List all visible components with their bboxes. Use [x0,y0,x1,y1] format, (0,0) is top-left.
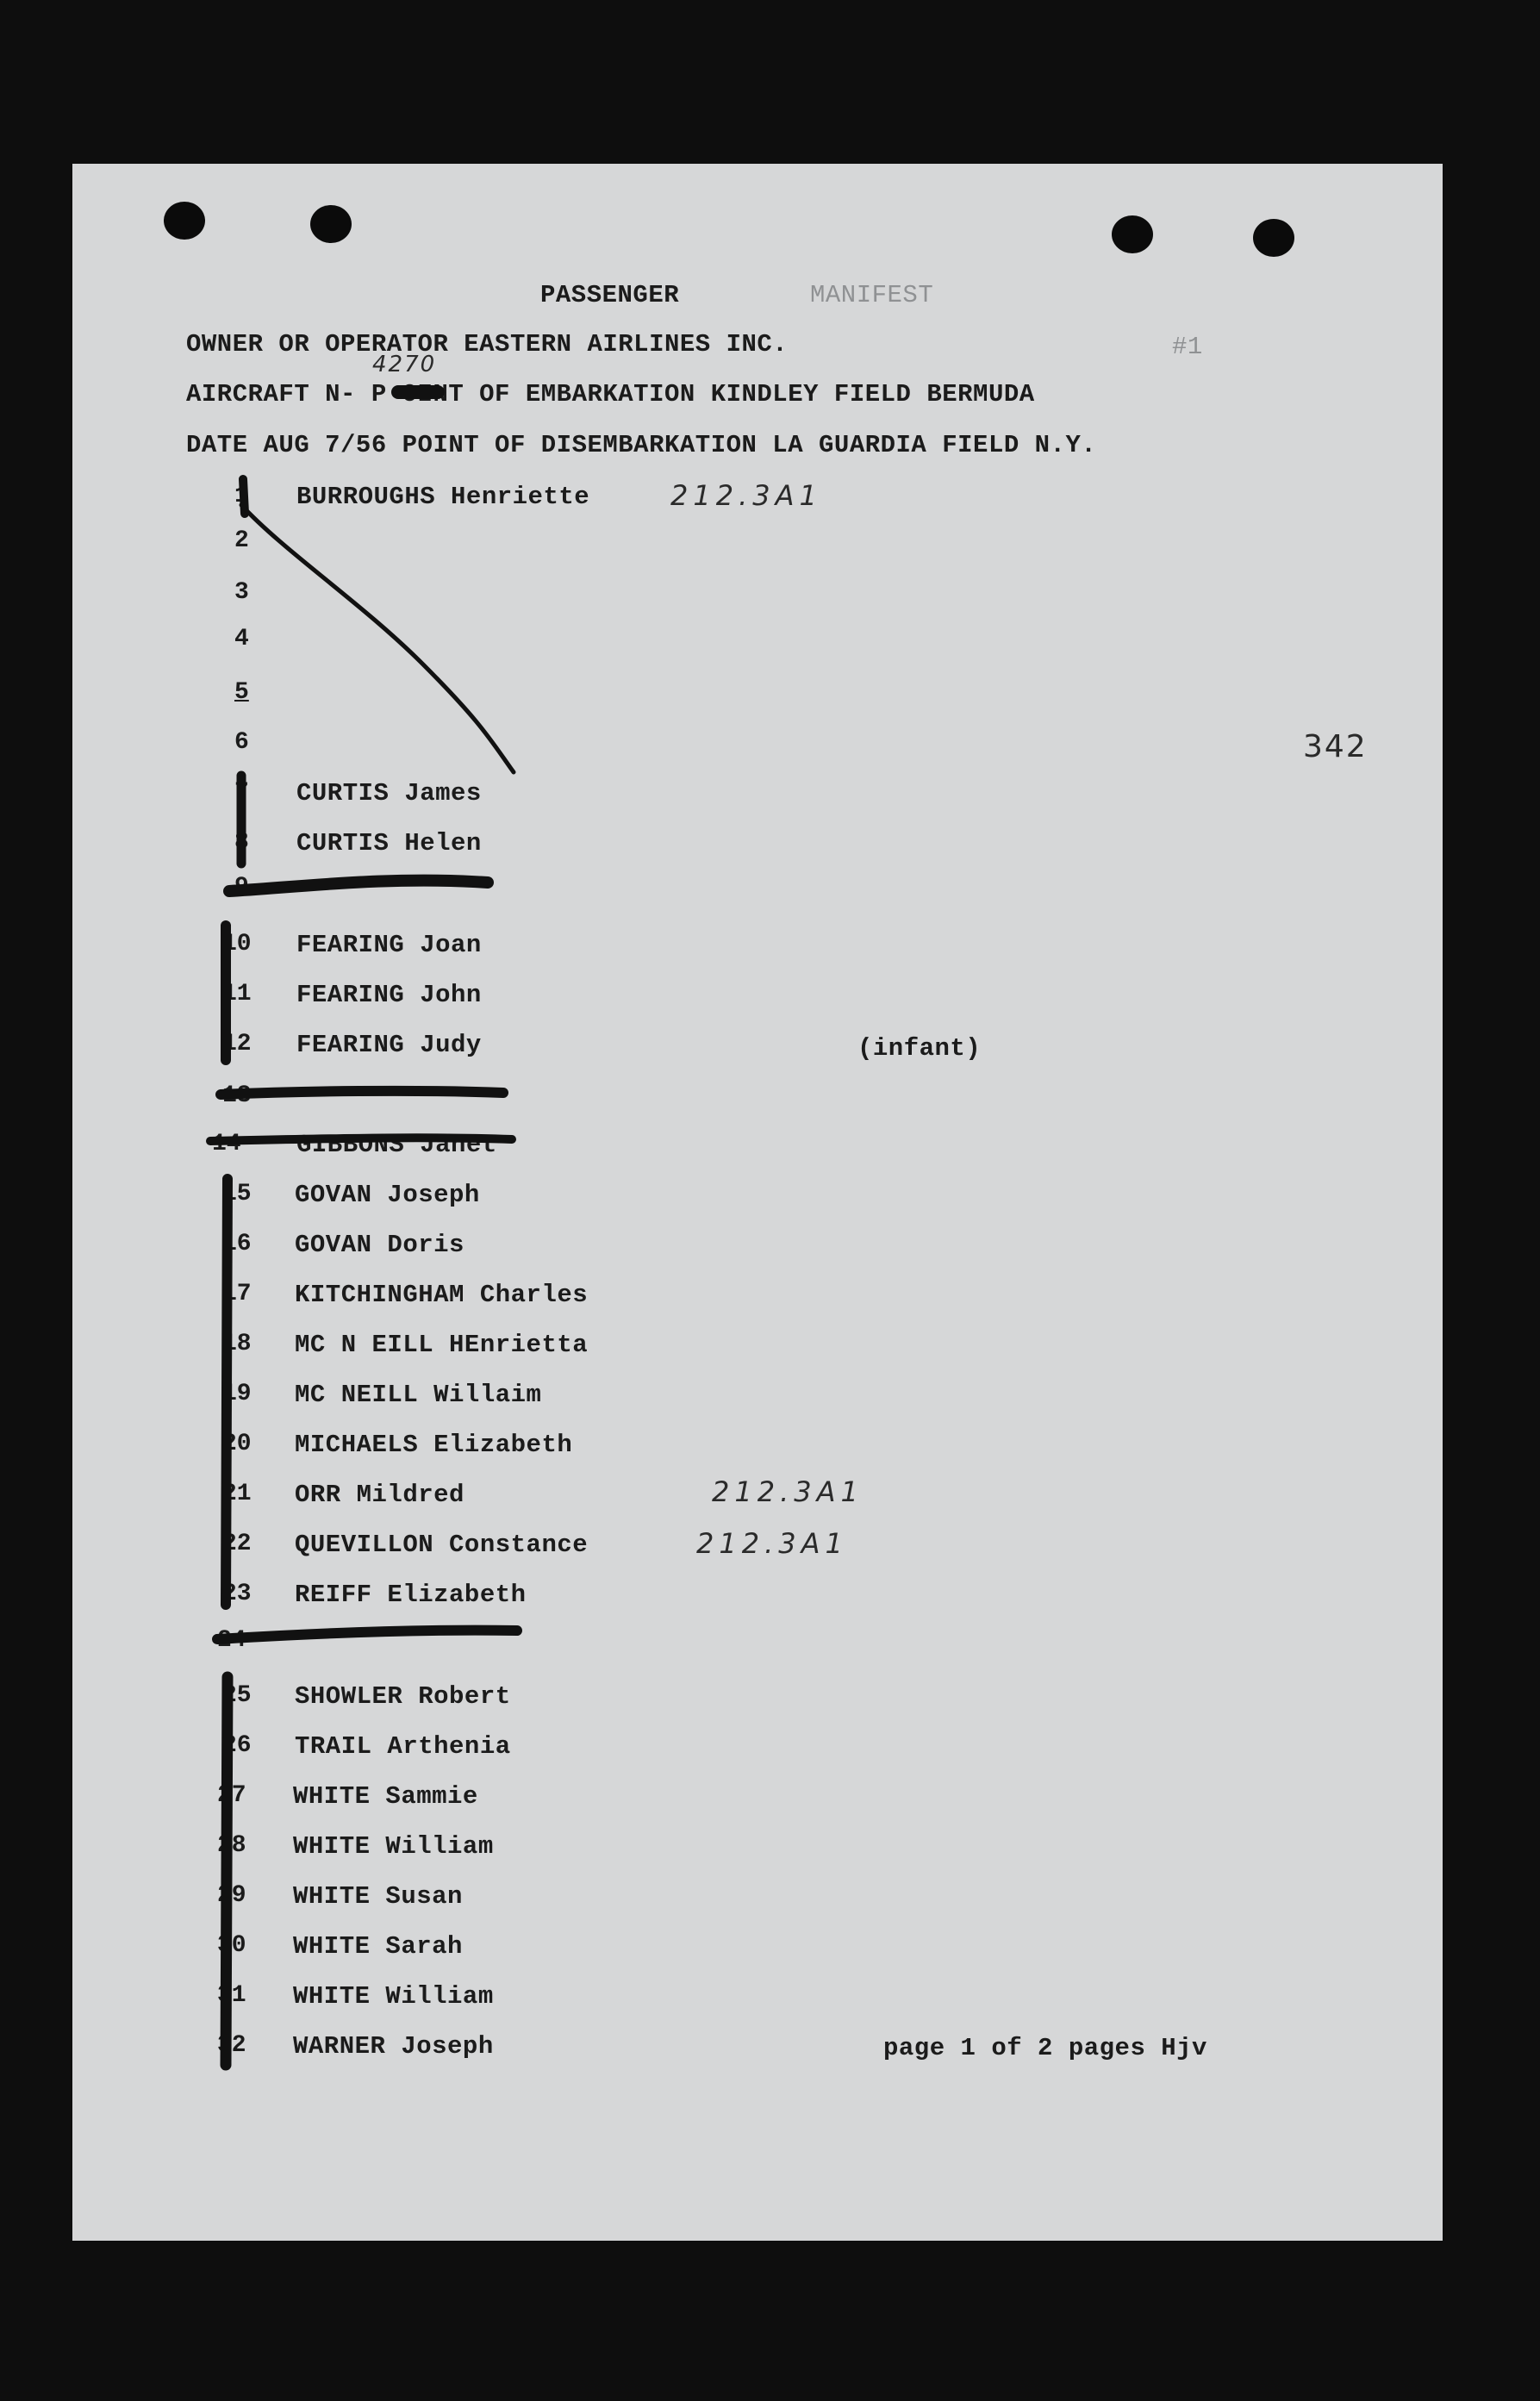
row-number: 26 [222,1732,252,1759]
passenger-name: WHITE Sarah [293,1932,463,1961]
row-number: 5 [234,679,249,706]
row-number: 31 [217,1982,246,2009]
passenger-name: WHITE William [293,1832,494,1861]
check-mark [226,1179,228,1605]
row-number: 13 [222,1082,252,1109]
row-number: 6 [234,729,249,756]
passenger-name: BURROUGHS Henriette [296,483,590,511]
row-number: 18 [222,1331,252,1357]
passenger-name: WHITE Susan [293,1882,463,1911]
title-passenger: PASSENGER [540,281,680,309]
handwritten-code: 212.3A1 [670,479,822,512]
strike-line [221,1091,503,1094]
passenger-name: GOVAN Doris [295,1231,464,1259]
strike-diagonal [241,505,514,772]
row-number: 3 [234,579,249,606]
aircraft-line: AIRCRAFT N- P OINT OF EMBARKATION KINDLEY FIELD BERMUDA [186,380,1035,408]
row-number: 15 [222,1181,252,1207]
row-number: 29 [217,1882,246,1909]
row-number: 28 [217,1832,246,1859]
passenger-name: WHITE William [293,1982,494,2011]
row-number: 4 [234,626,249,652]
passenger-name: QUEVILLON Constance [295,1531,589,1559]
row-number: 14 [212,1131,241,1157]
row-number: 32 [217,2032,246,2059]
row-number: 2 [234,527,249,554]
row-number: 8 [234,829,249,856]
passenger-name: FEARING Judy [296,1031,482,1059]
passenger-name: MICHAELS Elizabeth [295,1431,573,1459]
handwritten-code: 212.3A1 [696,1527,848,1560]
page-number-handwritten: 342 [1303,729,1368,764]
passenger-name: FEARING Joan [296,931,482,959]
row-number: 21 [222,1481,252,1507]
strike-line [210,1138,512,1141]
handwritten-code: 212.3A1 [712,1475,864,1508]
row-number: 1 [234,483,249,509]
owner-line: OWNER OR OPERATOR EASTERN AIRLINES INC. [186,330,789,359]
passenger-name: GIBBONS Janet [296,1131,497,1159]
passenger-name: TRAIL Arthenia [295,1732,511,1761]
passenger-name: ORR Mildred [295,1481,464,1509]
row-number: 27 [217,1782,246,1809]
passenger-name: CURTIS Helen [296,829,482,858]
row-number: 19 [222,1381,252,1407]
row-number: 23 [222,1581,252,1607]
row-number: 7 [234,779,249,806]
header-reference: #1 [1172,333,1203,361]
row-number: 16 [222,1231,252,1257]
passenger-name: WHITE Sammie [293,1782,478,1811]
strike-line [217,1631,517,1639]
passenger-name: SHOWLER Robert [295,1682,511,1711]
title-manifest: MANIFEST [810,281,934,309]
strike-line [229,881,488,891]
row-number: 9 [234,874,249,901]
aircraft-number-handwritten: 4270 [372,352,437,377]
passenger-name: MC NEILL Willaim [295,1381,542,1409]
passenger-name: KITCHINGHAM Charles [295,1281,589,1309]
row-number: 20 [222,1431,252,1457]
row-number: 17 [222,1281,252,1307]
row-number: 10 [222,931,252,957]
passenger-note: (infant) [857,1034,982,1063]
passenger-name: GOVAN Joseph [295,1181,480,1209]
passenger-name: MC N EILL HEnrietta [295,1331,589,1359]
row-number: 22 [222,1531,252,1557]
page-footer: page 1 of 2 pages Hjv [883,2034,1207,2062]
passenger-name: CURTIS James [296,779,482,808]
row-number: 12 [222,1031,252,1057]
row-number: 24 [217,1627,246,1654]
row-number: 11 [222,981,252,1007]
row-number: 30 [217,1932,246,1959]
check-mark [226,1677,228,2065]
passenger-name: FEARING John [296,981,482,1009]
passenger-name: WARNER Joseph [293,2032,494,2061]
passenger-name: REIFF Elizabeth [295,1581,527,1609]
row-number: 25 [222,1682,252,1709]
date-line: DATE AUG 7/56 POINT OF DISEMBARKATION LA GUARDIA FIELD N.Y. [186,431,1097,459]
